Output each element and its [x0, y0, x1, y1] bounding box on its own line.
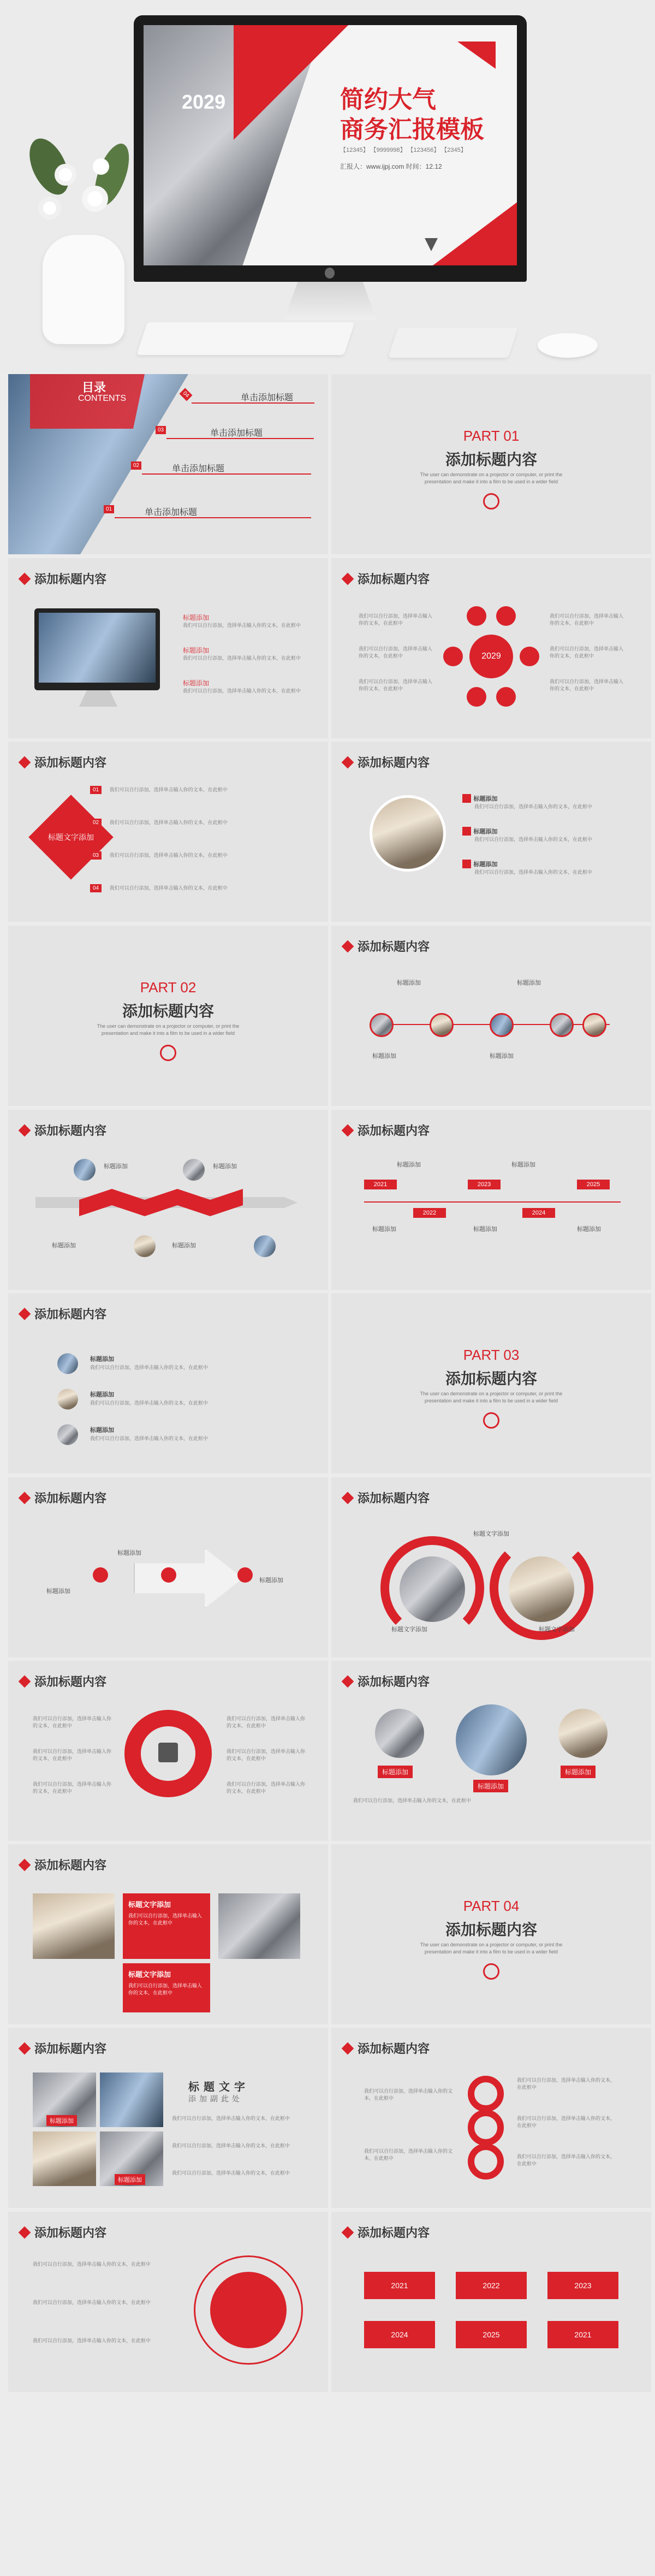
hex-center: 2029	[469, 635, 513, 678]
slide-photo-list	[331, 742, 651, 922]
slide-header: 添加标题内容	[20, 1305, 106, 1322]
hero-reporter: 汇报人：www.ijpj.com 时间：12.12	[340, 163, 442, 170]
flow-box: 2021	[364, 2272, 435, 2299]
mouse	[538, 333, 598, 358]
slide-header: 添加标题内容	[343, 754, 430, 771]
text: 我们可以自行添加，选择单击输入你的文本，在此框中	[33, 2261, 151, 2267]
circle-photo	[558, 1709, 608, 1758]
toc-label: 单击添加标题	[210, 429, 263, 438]
slide-timeline	[331, 1110, 651, 1290]
side-text: 我们可以自行添加，选择单击输入你的文本，在此框中	[550, 613, 624, 626]
hero-title-1: 简约大气	[340, 86, 436, 113]
slide-header: 添加标题内容	[20, 570, 106, 587]
toc-subtitle: CONTENTS	[78, 394, 126, 403]
slide-image-box	[8, 1844, 328, 2024]
monitor-screen	[144, 25, 517, 265]
label: 标题文字添加	[473, 1531, 509, 1537]
slide-computer-list	[8, 558, 328, 738]
part-number: PART 04	[463, 1898, 520, 1914]
flow-box: 2021	[547, 2321, 618, 2348]
cycle-icon	[158, 1743, 178, 1762]
text: 我们可以自行添加，选择单击输入你的文本，在此框中	[172, 2170, 290, 2176]
circle-photo	[490, 1013, 514, 1037]
slide-header: 添加标题内容	[343, 1122, 430, 1139]
flow-box: 2024	[364, 2321, 435, 2348]
circle-photo	[582, 1013, 606, 1037]
circle-photo	[456, 1704, 527, 1775]
slide-hex-cluster	[331, 558, 651, 738]
part-number: PART 02	[140, 979, 196, 996]
label: 标题文字添加	[539, 1626, 575, 1633]
side-text: 我们可以自行添加，选择单击输入你的文本，在此框中	[227, 1716, 306, 1728]
hero-red-triangle	[234, 25, 348, 140]
slide-header: 添加标题内容	[343, 1673, 430, 1690]
text: 我们可以自行添加，选择单击输入你的文本，在此框中	[353, 1798, 472, 1803]
flow-box: 2023	[547, 2272, 618, 2299]
toc-num: 01	[104, 505, 114, 513]
redbox-1: 标题文字添加 我们可以自行添加，选择单击输入你的文本，在此框中	[123, 1893, 210, 1959]
flow-box: 2025	[456, 2321, 527, 2348]
label: 标题添加	[372, 1226, 396, 1233]
slide-header: 添加标题内容	[343, 938, 430, 955]
side-text: 我们可以自行添加，选择单击输入你的文本，在此框中	[33, 1716, 112, 1728]
side-text: 我们可以自行添加，选择单击输入你的文本，在此框中	[227, 1781, 306, 1794]
part-desc: The user can demonstrate on a projector or computer, or print the presentation and make it into a film to be used in a wider field	[97, 1023, 240, 1036]
part-number: PART 03	[463, 1347, 520, 1363]
side-text: 我们可以自行添加，选择单击输入你的文本，在此框中	[33, 1749, 112, 1761]
slide-header: 添加标题内容	[20, 1489, 106, 1506]
text: 我们可以自行添加，选择单击输入你的文本，在此框中	[364, 2148, 453, 2161]
big-label-sub: 添加副此处	[188, 2094, 243, 2103]
circle-photo	[134, 1235, 156, 1257]
year-box: 2024	[522, 1208, 555, 1218]
circle-photo	[550, 1013, 574, 1037]
tag: 标题添加	[473, 1780, 508, 1792]
hero-banner	[0, 0, 655, 374]
spiral-circle	[468, 2143, 504, 2180]
hero-year: 2029	[182, 91, 226, 113]
slide-header: 添加标题内容	[343, 2040, 430, 2057]
slide-globe	[8, 2212, 328, 2392]
slide-header: 添加标题内容	[20, 2040, 106, 2057]
trackpad	[388, 328, 518, 358]
list-item: 标题添加 我们可以自行添加，选择单击输入你的文本，在此框中	[183, 647, 301, 661]
redbox-2: 标题文字添加 我们可以自行添加，选择单击输入你的文本，在此框中	[123, 1963, 210, 2012]
year-box: 2023	[468, 1180, 501, 1189]
slide-diamond-steps	[8, 742, 328, 922]
slide-cycle	[8, 1661, 328, 1841]
circle-photo	[375, 1709, 424, 1758]
slide-part-04	[331, 1844, 651, 2024]
text: 我们可以自行添加，选择单击输入你的文本，在此框中	[517, 2154, 616, 2166]
hero-gray-triangle	[425, 238, 438, 251]
slide-part-01	[331, 374, 651, 554]
tag: 标题添加	[378, 1766, 413, 1778]
hex-node	[443, 647, 463, 666]
label: 标题添加	[117, 1550, 141, 1556]
flowers	[22, 126, 142, 246]
red-dot	[93, 1567, 108, 1583]
red-dot	[161, 1567, 176, 1583]
list-item: 标题添加 我们可以自行添加，选择单击输入你的文本，在此框中	[183, 679, 301, 694]
slide-header: 添加标题内容	[343, 570, 430, 587]
text: 我们可以自行添加，选择单击输入你的文本，在此框中	[364, 2088, 453, 2101]
slide-part-02	[8, 926, 328, 1106]
slide-three-photos	[331, 1661, 651, 1841]
slide-circle-row	[331, 926, 651, 1106]
list-item: 标题添加 我们可以自行添加，选择单击输入你的文本，在此框中	[462, 859, 632, 876]
monitor-stand	[284, 282, 377, 320]
slide-header: 添加标题内容	[343, 2224, 430, 2241]
slide-part-03	[331, 1293, 651, 1473]
circle-photo	[74, 1159, 96, 1181]
slide-header: 添加标题内容	[343, 1489, 430, 1506]
big-diamond-label: 标题文字添加	[48, 833, 94, 842]
hero-bottom-triangle	[433, 200, 517, 265]
text: 我们可以自行添加，选择单击输入你的文本，在此框中	[172, 2143, 290, 2148]
circle-photo	[430, 1013, 454, 1037]
year-box: 2022	[413, 1208, 446, 1218]
label: 标题添加	[104, 1163, 128, 1170]
label: 标题添加	[511, 1162, 535, 1168]
slide-header: 添加标题内容	[20, 1122, 106, 1139]
side-text: 我们可以自行添加，选择单击输入你的文本，在此框中	[359, 646, 433, 659]
side-text: 我们可以自行添加，选择单击输入你的文本，在此框中	[550, 679, 624, 691]
text: 我们可以自行添加，选择单击输入你的文本，在此框中	[33, 2338, 151, 2343]
toc-label: 单击添加标题	[172, 464, 225, 473]
circle-photo	[183, 1159, 205, 1181]
part-title: 添加标题内容	[445, 1921, 537, 1938]
circle-photo	[509, 1556, 574, 1622]
grid-tag: 标题添加	[46, 2115, 77, 2126]
grid-tag: 标题添加	[115, 2174, 145, 2185]
part-icon	[483, 493, 499, 510]
step-2: 02 我们可以自行添加，选择单击输入你的文本，在此框中	[90, 817, 308, 827]
circle-photo	[370, 795, 446, 872]
part-icon	[483, 1963, 499, 1980]
label: 标题添加	[213, 1163, 237, 1170]
part-desc: The user can demonstrate on a projector or computer, or print the presentation and make it into a film to be used in a wider field	[420, 1391, 563, 1404]
label: 标题添加	[52, 1242, 76, 1249]
apple-logo	[325, 268, 335, 279]
text: 我们可以自行添加，选择单击输入你的文本，在此框中	[172, 2116, 290, 2121]
side-text: 我们可以自行添加，选择单击输入你的文本，在此框中	[33, 1781, 112, 1794]
part-title: 添加标题内容	[445, 451, 537, 468]
big-label: 标题文字	[188, 2081, 249, 2093]
hex-node	[467, 687, 486, 707]
keyboard	[136, 322, 354, 355]
circle-photo	[400, 1556, 465, 1622]
slide-header: 添加标题内容	[20, 2224, 106, 2241]
step-4: 04 我们可以自行添加，选择单击输入你的文本，在此框中	[90, 883, 308, 892]
photo	[33, 2131, 96, 2186]
label: 标题添加	[397, 980, 421, 986]
part-number: PART 01	[463, 428, 520, 444]
list-item: 标题添加 我们可以自行添加，选择单击输入你的文本，在此框中	[462, 793, 632, 810]
photo	[100, 2072, 163, 2127]
globe-icon	[210, 2272, 287, 2348]
toc-label: 单击添加标题	[241, 393, 294, 402]
text: 我们可以自行添加，选择单击输入你的文本，在此框中	[517, 2077, 616, 2090]
year-box: 2025	[577, 1180, 610, 1189]
slide-year-flow	[331, 2212, 651, 2392]
side-text: 我们可以自行添加，选择单击输入你的文本，在此框中	[227, 1749, 306, 1761]
text: 我们可以自行添加，选择单击输入你的文本，在此框中	[517, 2116, 616, 2128]
label: 标题添加	[397, 1162, 421, 1168]
step-3: 03 我们可以自行添加，选择单击输入你的文本，在此框中	[90, 850, 308, 860]
slide-wave	[331, 1477, 651, 1657]
circle-photo	[254, 1235, 276, 1257]
label: 标题添加	[372, 1053, 396, 1059]
hero-corner-triangle	[457, 42, 496, 69]
timeline-line	[364, 1201, 621, 1203]
label: 标题添加	[517, 980, 541, 986]
circle-photo	[370, 1013, 394, 1037]
side-text: 我们可以自行添加，选择单击输入你的文本，在此框中	[550, 646, 624, 659]
hex-node	[496, 687, 516, 707]
slide-arrow-flow	[8, 1477, 328, 1657]
tag: 标题添加	[561, 1766, 596, 1778]
ribbon	[79, 1189, 243, 1216]
slide-header: 添加标题内容	[20, 754, 106, 771]
hex-node	[467, 606, 486, 626]
label: 标题添加	[172, 1242, 196, 1249]
photo	[33, 1893, 115, 1959]
toc-label: 单击添加标题	[145, 508, 198, 517]
label: 标题添加	[577, 1226, 601, 1233]
computer-image	[34, 608, 160, 690]
part-icon	[483, 1412, 499, 1429]
part-title: 添加标题内容	[445, 1370, 537, 1387]
slide-spiral	[331, 2028, 651, 2208]
slide-ribbon	[8, 1110, 328, 1290]
toc-num: 04	[179, 388, 192, 401]
part-desc: The user can demonstrate on a projector or computer, or print the presentation and make it into a film to be used in a wider field	[420, 1942, 563, 1955]
outline-arrow	[134, 1548, 243, 1608]
list-item: 标题添加 我们可以自行添加，选择单击输入你的文本，在此框中	[183, 614, 301, 628]
slide-header: 添加标题内容	[20, 1673, 106, 1690]
flow-box: 2022	[456, 2272, 527, 2299]
red-dot	[237, 1567, 253, 1583]
hero-meta: 【12345】 【9999998】 【123456】 【2345】	[340, 147, 467, 153]
side-text: 我们可以自行添加，选择单击输入你的文本，在此框中	[359, 613, 433, 626]
label: 标题添加	[259, 1577, 283, 1584]
hex-node	[496, 606, 516, 626]
photo	[218, 1893, 300, 1959]
slide-toc	[8, 374, 328, 554]
label: 标题添加	[46, 1588, 70, 1595]
spiral-circle	[468, 2076, 504, 2112]
slide-icon-list: 添加标题内容 标题添加 我们可以自行添加，选择单击输入你的文本，在此框中 标题添加 我们可以自行添加，选择单击输入你的文本，在此框中 标题添加 我们可以自行添加，选择单击输入你的文本，在此框中	[8, 1293, 328, 1473]
label: 标题文字添加	[391, 1626, 427, 1633]
toc-num: 02	[131, 461, 141, 470]
flower-vase	[43, 235, 124, 344]
text: 我们可以自行添加，选择单击输入你的文本，在此框中	[33, 2300, 151, 2305]
slide-photo-grid	[8, 2028, 328, 2208]
list-item: 标题添加 我们可以自行添加，选择单击输入你的文本，在此框中	[462, 826, 632, 843]
hex-node	[520, 647, 539, 666]
year-box: 2021	[364, 1180, 397, 1189]
slide-header: 添加标题内容	[20, 1856, 106, 1873]
toc-num: 03	[156, 426, 166, 434]
computer-stand	[79, 690, 117, 707]
step-1: 01 我们可以自行添加，选择单击输入你的文本，在此框中	[90, 784, 308, 794]
monitor	[134, 15, 527, 282]
part-icon	[160, 1045, 176, 1061]
spiral-circle	[468, 2110, 504, 2146]
label: 标题添加	[490, 1053, 514, 1059]
toc-title: 目录	[82, 381, 106, 394]
part-title: 添加标题内容	[122, 1003, 214, 1020]
side-text: 我们可以自行添加，选择单击输入你的文本，在此框中	[359, 679, 433, 691]
hero-title-2: 商务汇报模板	[340, 116, 484, 143]
label: 标题添加	[473, 1226, 497, 1233]
part-desc: The user can demonstrate on a projector or computer, or print the presentation and make it into a film to be used in a wider field	[420, 472, 563, 484]
